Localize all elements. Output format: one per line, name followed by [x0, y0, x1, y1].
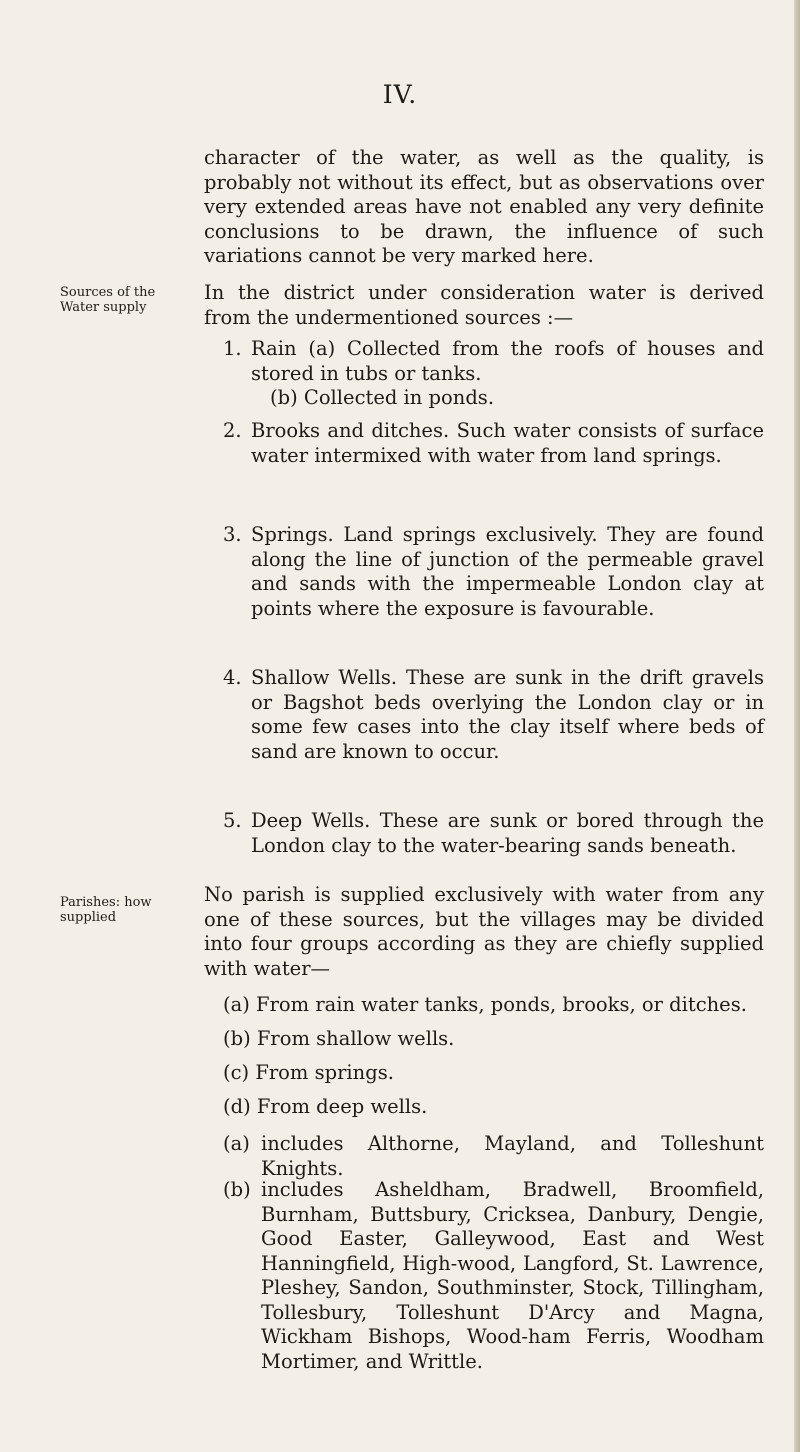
page-edge	[794, 0, 800, 1452]
group-item: (a) From rain water tanks, ponds, brooks, or ditches.	[223, 993, 747, 1016]
item-number: 1.	[223, 337, 242, 360]
item-text: Rain (a) Collected from the roofs of houses and stored in tubs or tanks.	[251, 337, 764, 385]
intro-paragraph: character of the water, as well as the quality, is probably not without its effect, but as observations over very extended areas have not enabled any very definite conclusions to be drawn, the influence of such variations cannot be very marked here.	[204, 146, 764, 267]
item-text: Shallow Wells. These are sunk in the drift gravels or Bagshot beds overlying the London clay or in some few cases into the clay itself where beds of sand are known to occur.	[251, 666, 764, 763]
margin-note-sources: Sources of the Water supply	[60, 285, 156, 315]
group-item: (b) From shallow wells.	[223, 1027, 455, 1050]
item-number: 5.	[223, 809, 242, 832]
note-label: (b)	[223, 1178, 251, 1201]
page-number: IV.	[382, 80, 418, 109]
note-text: includes Asheldham, Bradwell, Broomfield, Burnham, Buttsbury, Cricksea, Danbury, Dengie, Good Easter, Galleywood, East and West Hanningfield, High-wood, Langford, St. Lawrence, Pleshey, Sandon, Southminster, Stock, Tillingham, Tollesbury, Tolleshunt D'Arcy and Magna, Wickham Bishops, Wood-ham Ferris, Woodham Mortimer, and Writtle.	[261, 1178, 764, 1373]
note-label: (a)	[223, 1132, 250, 1155]
item-text: Springs. Land springs exclusively. They are found along the line of junction of the permeable gravel and sands with the impermeable London clay at points where the exposure is favourable.	[251, 523, 764, 620]
item-number: 3.	[223, 523, 242, 546]
sources-paragraph: In the district under consideration water is derived from the undermentioned sources :—	[204, 281, 764, 329]
item-number: 4.	[223, 666, 242, 689]
item-text: Deep Wells. These are sunk or bored through the London clay to the water-bearing sands beneath.	[251, 809, 764, 857]
item-subtext: (b) Collected in ponds.	[270, 386, 495, 409]
group-item: (d) From deep wells.	[223, 1095, 428, 1118]
parishes-paragraph: No parish is supplied exclusively with water from any one of these sources, but the villages may be divided into four groups according as they are chiefly supplied with water—	[204, 883, 764, 980]
item-text: Brooks and ditches. Such water consists of surface water intermixed with water from land springs.	[251, 419, 764, 467]
item-number: 2.	[223, 419, 242, 442]
margin-note-parishes: Parishes: how supplied	[60, 895, 152, 925]
group-item: (c) From springs.	[223, 1061, 394, 1084]
note-text: includes Althorne, Mayland, and Tolleshunt Knights.	[261, 1132, 764, 1180]
